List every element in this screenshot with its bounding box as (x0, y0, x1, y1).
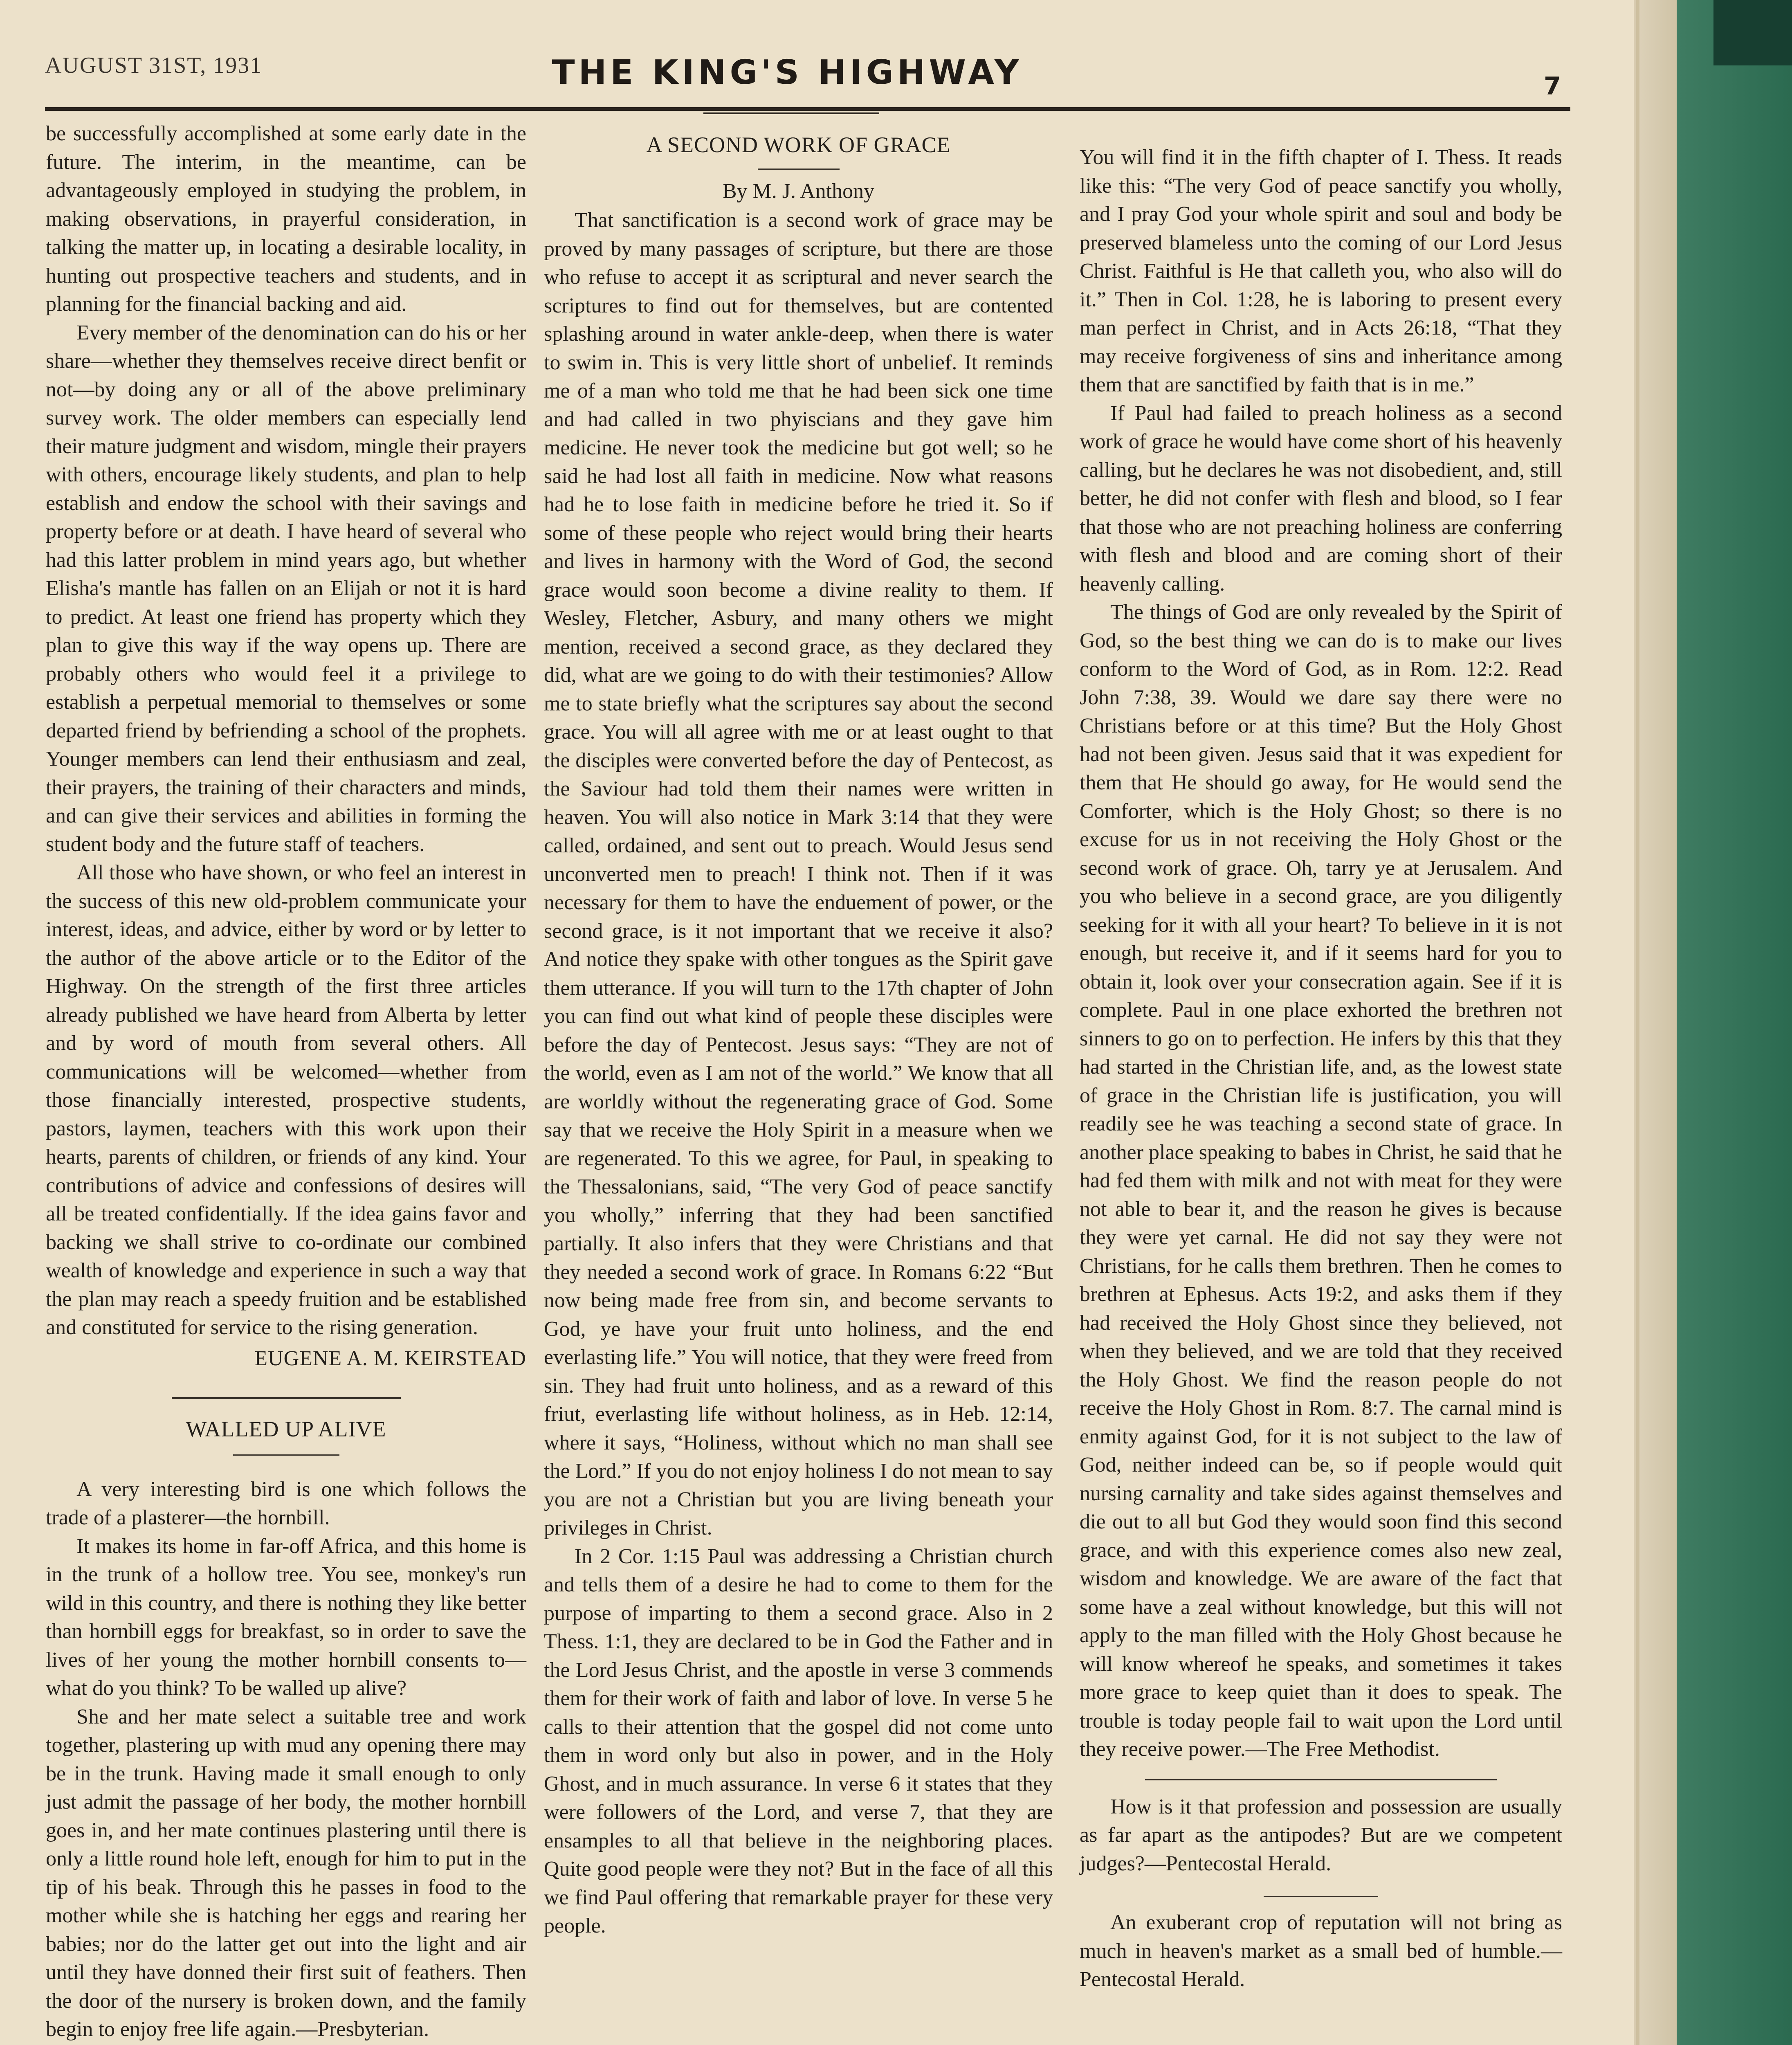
header-rule (45, 107, 1570, 111)
walled-paragraph: A very interesting bird is one which follows the trade of a plasterer—the hornbill. (46, 1477, 526, 1529)
walled-up-alive-title: WALLED UP ALIVE (186, 1417, 386, 1441)
filler-divider (1145, 1779, 1497, 1780)
article-continuation-paragraph: be successfully accomplished at some early date in the future. The interim, in the meantime, can be advantageously employed in studying the problem, in making observations, in prayerful consideration, in talking the matter up, in locating a desirable locality, in hunting out prospective teachers and students, and in planning for the financial backing and aid. (46, 122, 526, 316)
article-paragraph: In 2 Cor. 1:15 Paul was addressing a Christian church and tells them of a desire he had to come to them for the purpose of imparting to them a second grace. Also in 2 Thess. 1:1, they are declared to be in God the Father and in the Lord Jesus Christ, and the apostle in verse 3 commends them for their work of faith and labor of love. In verse 5 he calls to their attention that the gospel did not come unto them in word only but also in power, and in the Holy Ghost, and in much assurance. In verse 6 it states that they were followers of the Lord, and verse 7, that they are ensamples to all that believe in the neighboring places. Quite good people were they not? But in the face of all this we find Paul offering that remarkable prayer for these very people. (544, 1544, 1053, 1937)
article-divider (172, 1397, 401, 1399)
column-left (46, 119, 526, 2044)
article-signature: EUGENE A. M. KEIRSTEAD (254, 1346, 526, 1370)
walled-paragraph: It makes its home in far-off Africa, and this home is in the trunk of a hollow tree. You see, monkey's run wild in this country, and there is nothing they like better than hornbill eggs for breakfast, so in order to save the lives of her young the mother hornbill consents to—what do you think? To be walled up alive? (46, 1534, 526, 1700)
title-divider (758, 169, 840, 170)
masthead-title: THE KING'S HIGHWAY (552, 53, 1023, 92)
binding-cover (1677, 0, 1792, 2045)
binding-corner (1713, 0, 1792, 65)
article-paragraph: That sanctification is a second work of grace may be proved by many passages of scripture, but there are those who refuse to accept it as scriptural and never search the scriptures to find out for themselves, but are contented splashing around in water ankle-deep, when there is water to swim in. This is very little short of unbelief. It reminds me of a man who told me that he had been sick one time and had called in two phyiscians and they gave him medicine. He never took the medicine but got well; so he said he had lost all faith in medicine. Now what reasons had he to lose faith in medicine before he tried it. So if some of these people who reject would bring their hearts and lives in harmony with the Word of God, the second grace would soon become a divine reality to them. If Wesley, Fletcher, Asbury, and many others we might mention, received a second grace, as they declared they did, what are we going to do with their testimonies? Allow me to state briefly what the scriptures say about the second grace. You will all agree with me or at least ought to that the disciples were converted before the day of Pentecost, as the Saviour had told them their names were written in heaven. You will also notice in Mark 3:14 that they were called, ordained, and sent out to preach. Would Jesus send unconverted men to preach! I think not. Then if it was necessary for them to have the enduement of power, or the second grace, is it not important that we receive it also? And notice they spake with other tongues as the Spirit gave them utterance. If you will turn to the 17th chapter of John you can find out what kind of people these disciples were before the day of Pentecost. Jesus says: “They are not of the world, even as I am not of the world.” We know that all are worldly without the regenerating grace of God. Some say that we receive the Holy Spirit in a measure when we are regenerated. To this we agree, for Paul, in speaking to the Thessalonians, said, “The very God of peace sanctify you wholly,” inferring that they had been sanctified partially. It also infers that they were Christians and that they needed a second work of grace. In Romans 6:22 “But now being made free from sin, and become servants to God, ye have your fruit unto holiness, and the end everlasting life.” You will notice, that they were freed from sin. They had fruit unto holiness, and as a reward of this friut, everlasting life without holiness, as in Heb. 12:14, where it says, “Holiness, without which no man shall see the Lord.” If you do not enjoy holiness I do not mean to say you are not a Christian but you are living beneath your privileges in Christ. (544, 209, 1053, 1539)
article-continuation-paragraph: Every member of the denomination can do his or her share—whether they themselves receive direct benfit or not—by doing any or all of the above preliminary survey work. The older members can especially lend their mature judgment and wisdom, mingle their prayers with others, encourage likely students, and plan to help establish and endow the school with their savings and property before or at death. I have heard of several who had this latter problem in mind years ago, but whether Elisha's mantle has fallen on an Elijah or not it is hard to predict. At least one friend has property which they plan to give this way if the way opens up. There are probably others who would feel it a privilege to establish a perpetual memorial to themselves or some departed friend by befriending a school of the prophets. Younger members can lend their enthusiasm and zeal, their prayers, the training of their characters and minds, and can give their services and abilities in forming the student body and the future staff of teachers. (46, 321, 526, 856)
filler-quote: An exuberant crop of reputation will not bring as much in heaven's market as a small bed of humble.—Pentecostal Herald. (1080, 1911, 1562, 1991)
header-rule-accent (703, 112, 879, 114)
title-divider (233, 1454, 339, 1456)
article-paragraph: The things of God are only revealed by the Spirit of God, so the best thing we can do is to make our lives conform to the Word of God, as in Rom. 12:2. Read John 7:38, 39. Would we dare say there were no Christians before or at this time? But the Holy Ghost had not been given. Jesus said that it was expedient for them that He should go away, for He would send the Comforter, which is the Holy Ghost; so there is no excuse for us in not receiving the Holy Ghost or the second work of grace. Oh, tarry ye at Jerusalem. And you who believe in a second grace, are you diligently seeking for it with all your heart? To believe in it is not enough, but receive it, and if it seems hard for you to obtain it, look over your consecration again. See if it is complete. Paul in one place exhorted the brethren not sinners to go on to perfection. He infers by this that they had started in the Christian life, and, as the lowest state of grace in the Christian life is justification, you will readily see he was teaching a second state of grace. In another place speaking to babes in Christ, he said that he had fed them with milk and not with meat for they were not able to bear it, and the reason he gives is because they were yet carnal. He did not say they were not Christians, for he calls them brethren. Then he comes to brethren at Ephesus. Acts 19:2, and asks them if they had received the Holy Ghost since they believed, not when they believed, and we are told that they received the Holy Ghost. We find the reason people do not receive the Holy Ghost in Rom. 8:7. The carnal mind is enmity against God, for it is not subject to the law of God, neither indeed can be, so if people would quit nursing carnality and take sides against themselves and die out to all but God they would soon find this second grace, and with this experience comes also new zeal, wisdom and knowledge. We are aware of the fact that some have a zeal without knowledge, but this will not apply to the man filled with the Holy Ghost because he will know whereof he speaks, and sometimes it takes more grace to keep quiet than it does to speak. The trouble is today people fail to wait upon the Lord until they receive power.—The Free Methodist. (1080, 600, 1562, 1761)
filler-divider-short (1264, 1896, 1378, 1897)
article-paragraph: You will find it in the fifth chapter of I. Thess. It reads like this: “The very God of peace sanctify you wholly, and I pray God your whole spirit and soul and body be preserved blameless unto the coming of our Lord Jesus Christ. Faithful is He that calleth you, who also will do it.” Then in Col. 1:28, he is laboring to present every man perfect in Christ, and in Acts 26:18, “That they may receive forgiveness of sins and inheritance among them that are sanctified by faith that is in me.” (1080, 146, 1562, 396)
column-middle (544, 131, 1053, 1940)
article-paragraph: If Paul had failed to preach holiness as a second work of grace he would have come short of his heavenly calling, but he declares he was not disobedient, and, still better, he did not confer with flesh and blood, so I fear that those who are not preaching holiness are conferring with flesh and blood and are coming short of their heavenly calling. (1080, 401, 1562, 596)
second-work-of-grace-title: A SECOND WORK OF GRACE (646, 133, 951, 157)
page-edge (1634, 0, 1677, 2045)
filler-quote: How is it that profession and possession are usually as far apart as the antipodes? But are we competent judges?—Pentecostal Herald. (1080, 1795, 1562, 1875)
column-right (1080, 143, 1562, 1994)
article-byline: By M. J. Anthony (722, 179, 875, 203)
walled-paragraph: She and her mate select a suitable tree and work together, plastering up with mud any opening there may be in the trunk. Having made it small enough to only just admit the passage of her body, the mother hornbill goes in, and her mate continues plastering until there is only a little round hole left, enough for him to put in the tip of his beak. Through this he passes in food to the mother while she is hatching her eggs and rearing her babies; nor do the latter get out into the light and air until they have donned their first suit of feathers. Then the door of the nursery is broken down, and the family begin to enjoy free life again.—Presbyterian. (46, 1705, 526, 2041)
page-number: 7 (1544, 72, 1561, 101)
article-continuation-paragraph: All those who have shown, or who feel an interest in the success of this new old-problem communicate your interest, ideas, and advice, either by word or by letter to the author of the above article or to the Editor of the Highway. On the strength of the first three articles already published we have heard from Alberta by letter and by word of mouth from several others. All communications will be welcomed—whether from those financially interested, prospective students, pastors, laymen, teachers with this work upon their hearts, parents of children, or friends of any kind. Your contributions of advice and confessions of desires will all be treated confidentially. If the idea gains favor and backing we shall strive to co-ordinate our combined wealth of knowledge and experience in such a way that the plan may reach a speedy fruition and be established and constituted for service to the rising generation. (46, 861, 526, 1339)
issue-date: AUGUST 31ST, 1931 (45, 53, 263, 78)
